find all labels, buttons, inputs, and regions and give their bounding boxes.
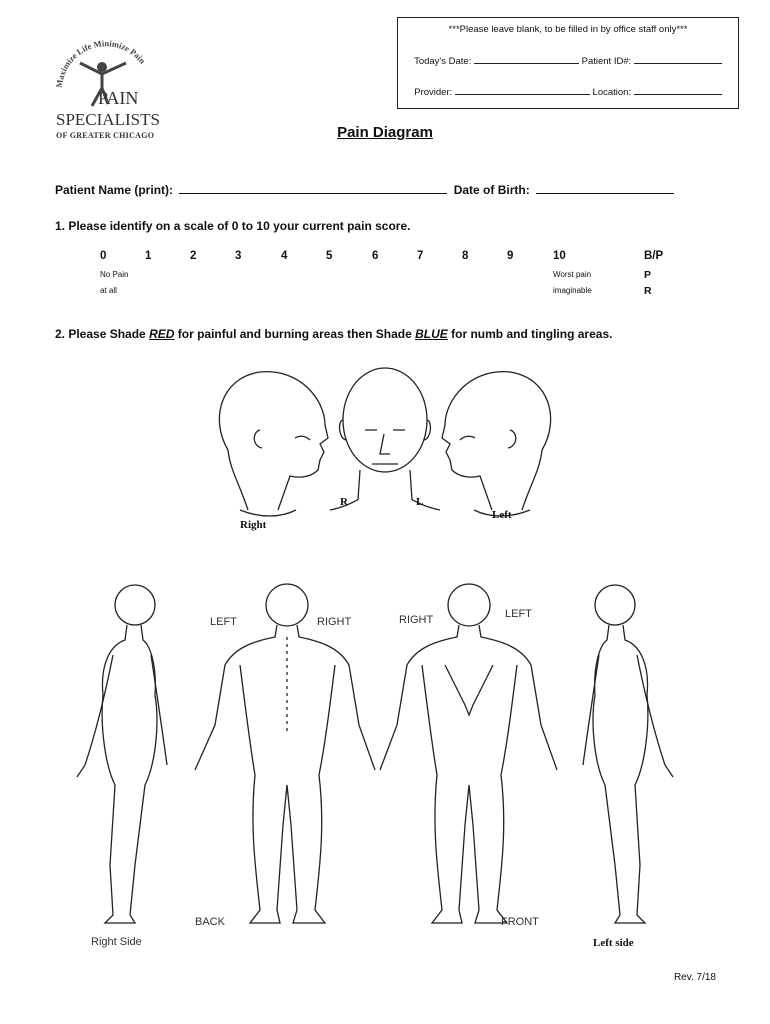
patient-id-field[interactable] — [634, 63, 722, 64]
scale-option-6[interactable]: 6 — [372, 250, 379, 262]
dob-label: Date of Birth: — [453, 183, 530, 197]
logo-line-3: OF GREATER CHICAGO — [56, 131, 155, 140]
head-label-left: Left — [492, 509, 512, 521]
left-side-label: Left side — [593, 937, 634, 949]
scale-option-4[interactable]: 4 — [281, 250, 288, 262]
question-2-part-3: for numb and tingling areas. — [447, 327, 613, 341]
patient-name-label: Patient Name (print): — [55, 183, 174, 197]
question-2 — [55, 327, 612, 341]
logo-line-2: SPECIALISTS — [56, 110, 160, 129]
front-left-label: LEFT — [505, 608, 532, 620]
logo-arc-text: Maximize Life Minimize Pain — [53, 38, 148, 89]
low-label-1: No Pain — [100, 270, 129, 279]
head-right-profile — [219, 372, 328, 516]
pulse-label: P — [644, 269, 652, 281]
revision-label: Rev. 7/18 — [673, 972, 716, 983]
date-and-id-row — [398, 56, 738, 67]
low-label-2: at all — [100, 286, 117, 295]
patient-info-row — [55, 183, 674, 197]
head-diagram[interactable] — [200, 360, 570, 535]
blue-keyword: BLUE — [415, 327, 448, 341]
back-left-label: LEFT — [210, 616, 237, 628]
red-keyword: RED — [149, 327, 175, 341]
scale-option-2[interactable]: 2 — [190, 250, 197, 262]
front-right-label: RIGHT — [399, 614, 434, 626]
scale-option-0[interactable]: 0 — [100, 250, 107, 262]
dob-field[interactable] — [536, 193, 674, 194]
high-label-1: Worst pain — [553, 270, 592, 279]
back-label: BACK — [195, 916, 225, 928]
scale-option-10[interactable]: 10 — [553, 250, 566, 262]
office-staff-box — [397, 17, 739, 109]
head-front — [330, 368, 440, 510]
provider-location-row — [398, 87, 738, 98]
body-back — [195, 584, 375, 923]
location-field[interactable] — [634, 94, 722, 95]
question-1: 1. Please identify on a scale of 0 to 10 your current pain score. — [55, 219, 411, 233]
head-label-l: L — [416, 496, 424, 508]
back-right-label: RIGHT — [317, 616, 352, 628]
scale-option-1[interactable]: 1 — [145, 250, 152, 262]
page-title: Pain Diagram — [337, 124, 433, 141]
body-left-side — [583, 585, 673, 923]
scale-option-8[interactable]: 8 — [462, 250, 469, 262]
logo-line-1: PAIN — [98, 88, 139, 108]
scale-option-3[interactable]: 3 — [235, 250, 242, 262]
head-label-r: R — [340, 496, 348, 508]
patient-id-label: Patient ID#: — [581, 56, 632, 67]
high-label-2: imaginable — [553, 286, 592, 295]
patient-name-field[interactable] — [179, 193, 447, 194]
todays-date-field[interactable] — [474, 63, 579, 64]
body-diagram[interactable] — [55, 565, 680, 955]
head-left-profile — [442, 372, 551, 516]
front-label: FRONT — [501, 916, 539, 928]
bp-label: B/P — [644, 250, 664, 262]
scale-option-7[interactable]: 7 — [417, 250, 424, 262]
respiration-label: R — [644, 285, 652, 297]
scale-option-9[interactable]: 9 — [507, 250, 514, 262]
right-side-label: Right Side — [91, 936, 142, 948]
question-2-part-2: for painful and burning areas then Shade — [174, 327, 416, 341]
body-front — [380, 584, 557, 923]
scale-option-5[interactable]: 5 — [326, 250, 333, 262]
staff-box-header: ***Please leave blank, to be filled in by office staff only*** — [448, 24, 688, 35]
question-2-part-1: 2. Please Shade — [55, 327, 150, 341]
body-right-side — [77, 585, 167, 923]
provider-label: Provider: — [414, 87, 453, 98]
todays-date-label: Today's Date: — [414, 56, 472, 67]
pain-scale — [0, 250, 770, 300]
head-label-right: Right — [240, 519, 267, 531]
provider-field[interactable] — [455, 94, 590, 95]
location-label: Location: — [592, 87, 632, 98]
